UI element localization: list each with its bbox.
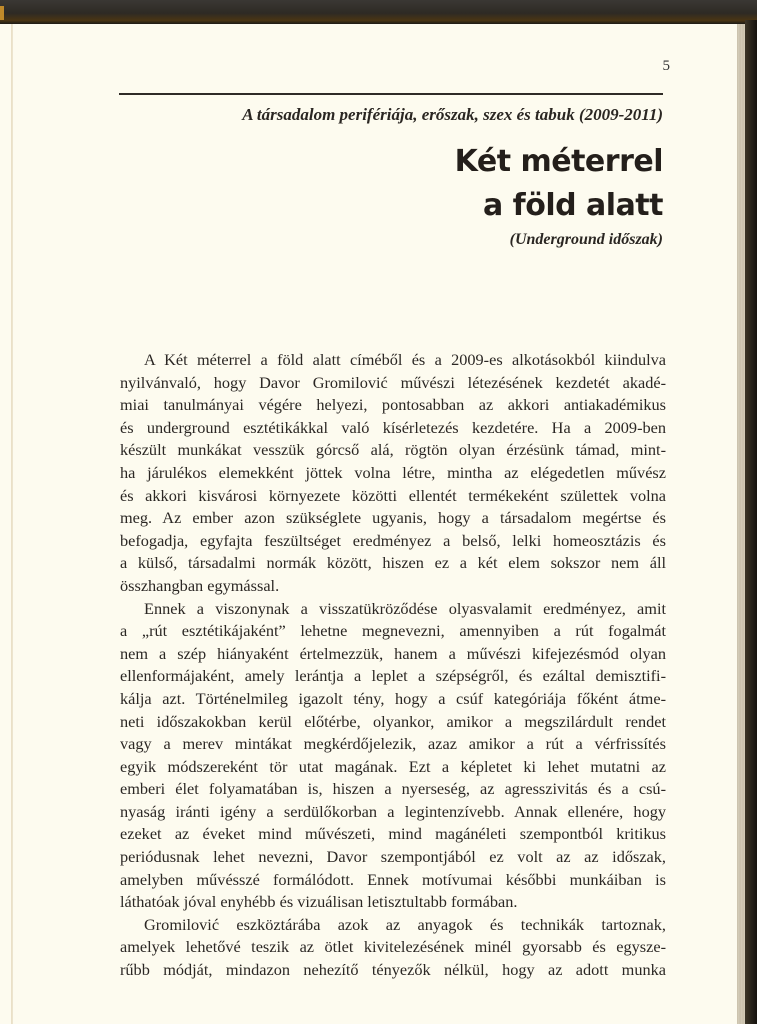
text-line: ellenformájaként, amely lerántja a leplet a szépségről, és ezáltal demisztifi- bbox=[120, 666, 666, 686]
page-number: 5 bbox=[662, 58, 670, 74]
chapter-title bbox=[455, 140, 663, 228]
chapter-subtitle: (Underground időszak) bbox=[509, 231, 663, 248]
paragraph bbox=[120, 914, 666, 982]
text-line: láthatóak jóval enyhébb és vizuálisan letisztultabb formában. bbox=[120, 892, 518, 912]
paragraph bbox=[120, 598, 666, 914]
page-edges bbox=[737, 24, 745, 1024]
text-line: nem a szép hiányaként értelmezzük, hanem a művészi kifejezésmód olyan bbox=[120, 643, 666, 663]
text-line: vagy a merev mintákat megkérdőjelezik, azaz amikor a rút a vérfrissítés bbox=[120, 734, 666, 754]
text-line: kálja azt. Történelmileg igazolt tény, hogy a csúf kategóriája főként átme- bbox=[120, 688, 666, 708]
text-line: és underground esztétikákkal való kísérletezés kezdetére. Ha a 2009-ben bbox=[120, 417, 666, 437]
text-line: ezeket az éveket mind művészeti, mind magánéleti szempontból kritikus bbox=[120, 824, 666, 844]
chapter-title-line: Két méterrel bbox=[454, 144, 663, 179]
text-line: neti időszakokban kerül előtérbe, olyankor, amikor a megszilárdult rendet bbox=[120, 711, 666, 731]
text-line: ha járulékos elemekként jöttek volna létre, mintha az elégedetlen művész bbox=[120, 462, 666, 482]
text-line: emberi élet folyamatában is, hiszen a nyerseség, az agresszivitás és a csú- bbox=[120, 779, 666, 799]
header-rule bbox=[119, 93, 663, 95]
text-line: a külső, társadalmi normák között, hiszen ez a két elem sokszor nem áll bbox=[120, 553, 666, 573]
book-gutter bbox=[11, 24, 13, 1024]
scan-top-border bbox=[0, 0, 757, 24]
text-line: Gromilović eszköztárába azok az anyagok és technikák tartoznak, bbox=[144, 914, 666, 934]
text-line: és akkori kisvárosi környezete közötti ellentét termékeként születtek volna bbox=[120, 485, 666, 505]
text-line: nyilvánvaló, hogy Davor Gromilović művészi létezésének kezdetét akadé- bbox=[120, 372, 666, 392]
text-line: egyik módszereként tör utat magának. Ezt a képletet ki lehet mutatni az bbox=[120, 756, 666, 776]
text-line: befogadja, egyfajta feszültséget eredményez a belső, lelki homeosztázis és bbox=[120, 530, 666, 550]
scan-right-border bbox=[745, 20, 757, 1024]
text-line: amelyben művésszé formálódott. Ennek motívumai későbbi munkáiban is bbox=[120, 869, 666, 889]
text-line: összhangban egymással. bbox=[120, 575, 280, 595]
body-text bbox=[120, 349, 666, 982]
text-line: amelyek lehetővé teszik az ötlet kivitelezésének minél gyorsabb és egysze- bbox=[120, 937, 666, 957]
text-line: A Két méterrel a föld alatt címéből és a 2009-es alkotásokból kiindulva bbox=[144, 350, 666, 369]
chapter-title-line: a föld alatt bbox=[482, 188, 663, 223]
text-line: rűbb módját, mindazon nehezítő tényezők nélkül, hogy az adott munka bbox=[120, 960, 666, 980]
text-line: Ennek a viszonynak a visszatükröződése olyasvalamit eredményez, amit bbox=[144, 598, 666, 618]
text-line: miai tanulmányai végére helyezi, pontosabban az akkori antiakadémikus bbox=[120, 395, 666, 415]
text-line: meg. Az ember azon szükséglete ugyanis, hogy a társadalom megértse és bbox=[120, 508, 666, 528]
text-line: periódusnak lehet nevezni, Davor szempontjából ez volt az az időszak, bbox=[120, 847, 666, 867]
section-heading: A társadalom perifériája, erőszak, szex és tabuk (2009-2011) bbox=[242, 105, 663, 124]
text-line: a „rút esztétikájaként” lehetne megnevezni, amennyiben a rút fogalmát bbox=[120, 621, 666, 641]
text-line: nyaság iránti igény a serdülőkorban a legintenzívebb. Annak ellenére, hogy bbox=[120, 801, 666, 821]
paragraph bbox=[120, 349, 666, 598]
binding-clip bbox=[0, 6, 4, 20]
text-line: készült munkákat vesszük górcső alá, rögtön olyan érzésünk támad, mint- bbox=[120, 440, 666, 460]
